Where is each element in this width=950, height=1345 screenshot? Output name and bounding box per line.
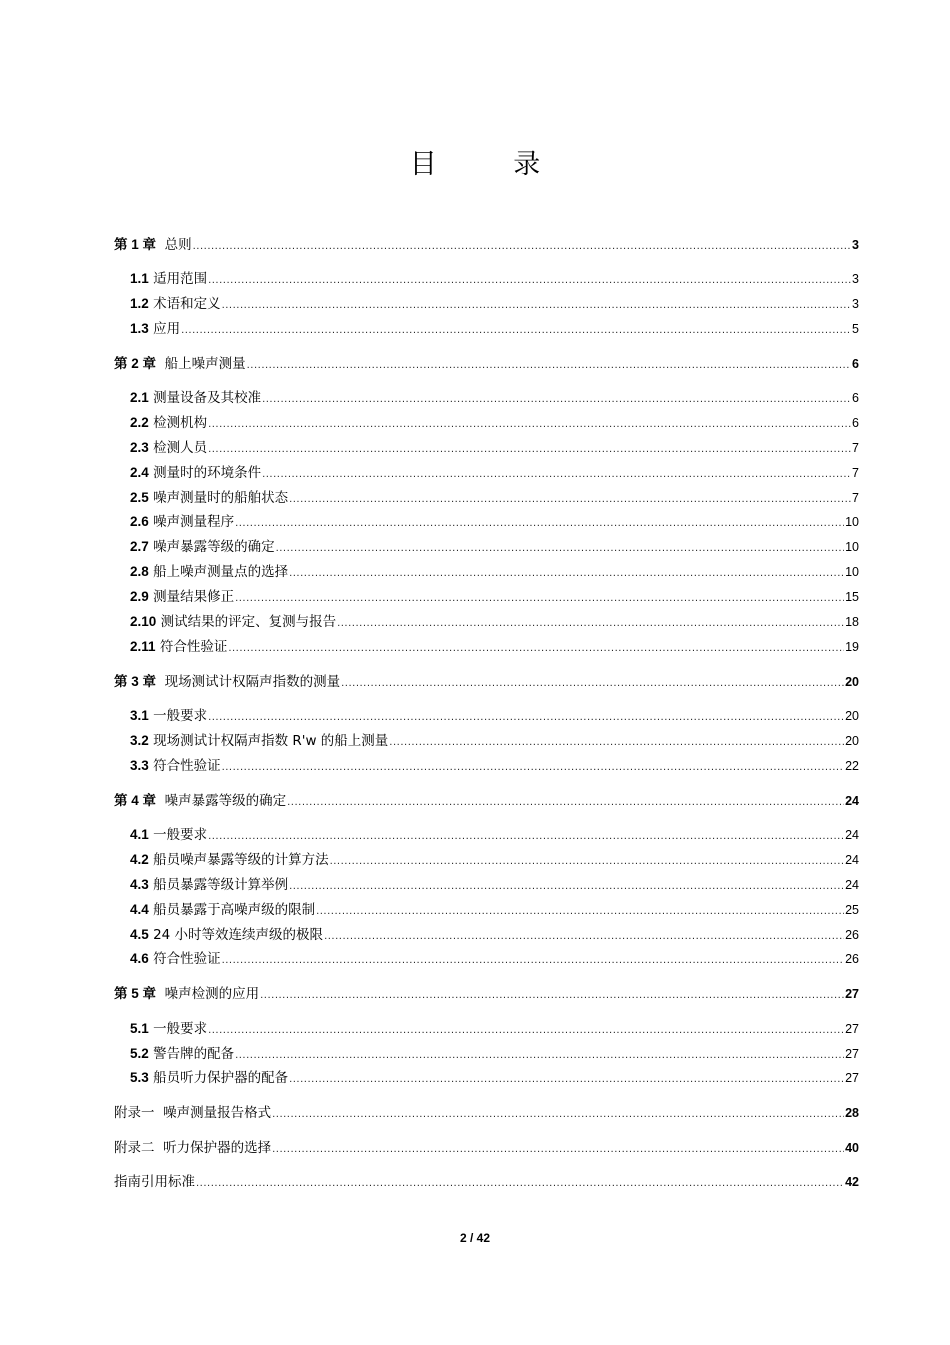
toc-entry-number: 5.2	[130, 1046, 149, 1061]
toc-entry-title: 符合性验证	[159, 639, 228, 655]
toc-section-entry[interactable]	[130, 707, 859, 727]
toc-section-entry[interactable]	[130, 489, 859, 509]
toc-entry-number: 指南引用标准	[114, 1174, 195, 1189]
toc-entry-label	[114, 1173, 195, 1191]
toc-leader-dots	[222, 297, 851, 315]
toc-chapter-entry[interactable]	[114, 1173, 859, 1193]
toc-page-number: 6	[852, 391, 859, 405]
toc-chapter-entry[interactable]	[114, 1104, 859, 1124]
toc-entry-title: 警告牌的配备	[153, 1046, 235, 1062]
toc-page-number: 5	[852, 322, 859, 336]
toc-entry-label	[114, 792, 286, 810]
toc-page-number: 7	[852, 466, 859, 480]
toc-leader-dots	[228, 640, 844, 658]
toc-page-number: 3	[852, 272, 859, 286]
toc-entry-label	[130, 901, 315, 919]
toc-page-number: 20	[845, 675, 859, 689]
toc-entry-label	[130, 439, 207, 457]
toc-leader-dots	[341, 675, 844, 693]
toc-leader-dots	[260, 987, 844, 1005]
toc-entry-title: 噪声测量程序	[153, 514, 235, 530]
toc-entry-label	[114, 355, 246, 373]
toc-section-entry[interactable]	[130, 464, 859, 484]
toc-entry-label	[114, 236, 192, 254]
toc-leader-dots	[193, 238, 851, 256]
toc-entry-title: 测量设备及其校准	[153, 390, 262, 406]
toc-entry-label	[130, 826, 207, 844]
toc-entry-number: 3.3	[130, 758, 149, 773]
toc-page-number: 24	[845, 878, 859, 892]
toc-entry-title: 测量时的环境条件	[153, 465, 262, 481]
toc-entry-title: 测试结果的评定、复测与报告	[160, 614, 337, 630]
toc-entry-number: 4.1	[130, 827, 149, 842]
toc-entry-title: 一般要求	[153, 1021, 208, 1037]
toc-page-number: 27	[845, 1022, 859, 1036]
toc-entry-number: 附录二	[114, 1140, 155, 1155]
toc-entry-title: 噪声暴露等级的确定	[164, 793, 287, 809]
toc-page-number: 15	[845, 590, 859, 604]
toc-entry-title: 噪声测量报告格式	[163, 1105, 272, 1121]
toc-chapter-entry[interactable]	[114, 792, 859, 812]
toc-entry-title: 总则	[164, 237, 192, 253]
toc-section-entry[interactable]	[130, 538, 859, 558]
toc-entry-label	[130, 295, 221, 313]
toc-entry-number: 2.6	[130, 514, 149, 529]
toc-entry-label	[114, 1139, 271, 1157]
toc-entry-title: 船上噪声测量点的选择	[153, 564, 289, 580]
toc-page-number: 6	[852, 416, 859, 430]
toc-page-number: 27	[845, 987, 859, 1001]
toc-entry-title: 适用范围	[153, 271, 208, 287]
toc-page-number: 18	[845, 615, 859, 629]
toc-entry-title: 船上噪声测量	[164, 356, 246, 372]
toc-page-number: 6	[852, 357, 859, 371]
toc-entry-title: 一般要求	[153, 827, 208, 843]
toc-entry-number: 2.7	[130, 539, 149, 554]
toc-leader-dots	[235, 515, 844, 533]
toc-entry-title: 术语和定义	[153, 296, 221, 312]
toc-entry-number: 5.3	[130, 1070, 149, 1085]
toc-leader-dots	[181, 322, 851, 340]
toc-section-entry[interactable]	[130, 439, 859, 459]
toc-entry-label	[130, 588, 234, 606]
toc-leader-dots	[289, 1071, 844, 1089]
toc-page-number: 24	[845, 853, 859, 867]
toc-chapter-entry[interactable]	[114, 985, 859, 1005]
toc-section-entry[interactable]	[130, 270, 859, 290]
toc-leader-dots	[287, 794, 844, 812]
toc-leader-dots	[337, 615, 844, 633]
toc-entry-label	[130, 926, 323, 944]
toc-chapter-entry[interactable]	[114, 236, 859, 256]
toc-entry-label	[130, 732, 388, 750]
toc-entry-number: 2.2	[130, 415, 149, 430]
toc-entry-label	[130, 1045, 234, 1063]
toc-entry-number: 2.11	[130, 639, 156, 654]
toc-leader-dots	[208, 1022, 844, 1040]
toc-entry-label	[130, 563, 288, 581]
toc-entry-title: 船员暴露等级计算举例	[153, 877, 289, 893]
toc-entry-number: 3.1	[130, 708, 149, 723]
toc-page-number: 40	[845, 1141, 859, 1155]
toc-leader-dots	[222, 759, 845, 777]
toc-entry-number: 第 2 章	[114, 356, 157, 371]
toc-entry-number: 附录一	[114, 1105, 155, 1120]
toc-page-number: 20	[845, 734, 859, 748]
toc-entry-title: 符合性验证	[153, 951, 221, 967]
toc-entry-label	[130, 464, 261, 482]
toc-leader-dots	[235, 590, 844, 608]
toc-entry-number: 2.9	[130, 589, 149, 604]
toc-entry-number: 第 1 章	[114, 237, 157, 252]
toc-entry-number: 4.3	[130, 877, 149, 892]
toc-entry-title: 噪声测量时的船舶状态	[153, 490, 289, 506]
toc-entry-number: 第 4 章	[114, 793, 157, 808]
toc-leader-dots	[208, 441, 851, 459]
toc-leader-dots	[208, 709, 844, 727]
toc-page-number: 27	[845, 1047, 859, 1061]
toc-page-number: 10	[845, 565, 859, 579]
toc-entry-title: 应用	[153, 321, 181, 337]
toc-entry-label	[130, 489, 288, 507]
toc-entry-number: 2.8	[130, 564, 149, 579]
toc-leader-dots	[208, 272, 851, 290]
toc-leader-dots	[289, 565, 844, 583]
toc-entry-label	[130, 613, 336, 631]
toc-page-number: 3	[852, 238, 859, 252]
toc-entry-title: 噪声检测的应用	[164, 986, 260, 1002]
toc-entry-title: 船员暴露于高噪声级的限制	[153, 902, 316, 918]
toc-entry-title: 听力保护器的选择	[163, 1140, 272, 1156]
toc-page-number: 7	[852, 491, 859, 505]
toc-leader-dots	[208, 828, 844, 846]
toc-entry-title: 船员听力保护器的配备	[153, 1070, 289, 1086]
toc-page-number: 24	[845, 828, 859, 842]
toc-entry-label	[114, 1104, 271, 1122]
toc-leader-dots	[276, 540, 845, 558]
toc-page-number: 42	[845, 1175, 859, 1189]
toc-leader-dots	[235, 1047, 844, 1065]
toc-entry-label	[130, 1069, 288, 1087]
toc-entry-label	[130, 707, 207, 725]
toc-section-entry[interactable]	[130, 1069, 859, 1089]
toc-entry-number: 2.5	[130, 490, 149, 505]
toc-section-entry[interactable]	[130, 295, 859, 315]
toc-entry-title: 符合性验证	[153, 758, 221, 774]
toc-page-number: 28	[845, 1106, 859, 1120]
toc-leader-dots	[389, 734, 844, 752]
toc-page-number: 10	[845, 515, 859, 529]
toc-section-entry[interactable]	[130, 638, 859, 658]
toc-section-entry[interactable]	[130, 320, 859, 340]
toc-entry-label	[130, 757, 221, 775]
toc-entry-label	[130, 638, 227, 656]
toc-entry-number: 2.4	[130, 465, 149, 480]
toc-leader-dots	[316, 903, 844, 921]
toc-entry-label	[130, 851, 329, 869]
toc-entry-number: 2.3	[130, 440, 149, 455]
toc-entry-number: 2.10	[130, 614, 157, 629]
toc-leader-dots	[196, 1175, 844, 1193]
toc-entry-label	[130, 1020, 207, 1038]
page-number: 2 / 42	[459, 1231, 491, 1245]
toc-section-entry[interactable]	[130, 926, 859, 946]
toc-entry-title: 检测人员	[153, 440, 208, 456]
toc-section-entry[interactable]	[130, 1045, 859, 1065]
toc-entry-title: 一般要求	[153, 708, 208, 724]
toc-page-number: 7	[852, 441, 859, 455]
toc-entry-title: 船员噪声暴露等级的计算方法	[153, 852, 329, 868]
toc-entry-number: 第 3 章	[114, 674, 157, 689]
toc-leader-dots	[262, 391, 851, 409]
toc-leader-dots	[222, 952, 845, 970]
toc-leader-dots	[272, 1106, 844, 1124]
toc-section-entry[interactable]	[130, 901, 859, 921]
toc-entry-label	[130, 389, 261, 407]
toc-leader-dots	[289, 878, 844, 896]
toc-entry-title: 检测机构	[153, 415, 208, 431]
toc-page-number: 10	[845, 540, 859, 554]
toc-entry-title: 现场测试计权隔声指数的测量	[164, 674, 341, 690]
toc-chapter-entry[interactable]	[114, 673, 859, 693]
toc-section-entry[interactable]	[130, 876, 859, 896]
toc-entry-number: 4.4	[130, 902, 149, 917]
toc-entry-number: 4.5	[130, 927, 149, 942]
toc-entry-label	[130, 538, 275, 556]
toc-leader-dots	[262, 466, 851, 484]
toc-page-number: 20	[845, 709, 859, 723]
toc-entry-number: 1.2	[130, 296, 149, 311]
toc-leader-dots	[208, 416, 851, 434]
toc-section-entry[interactable]	[130, 1020, 859, 1040]
toc-entry-number: 1.3	[130, 321, 149, 336]
toc-page-number: 25	[845, 903, 859, 917]
toc-section-entry[interactable]	[130, 513, 859, 533]
toc-entry-label	[114, 985, 259, 1003]
toc-entry-label	[130, 876, 288, 894]
toc-section-entry[interactable]	[130, 414, 859, 434]
toc-leader-dots	[330, 853, 845, 871]
toc-page-number: 26	[845, 928, 859, 942]
toc-entry-title: 现场测试计权隔声指数 R'w 的船上测量	[153, 733, 389, 749]
toc-section-entry[interactable]	[130, 613, 859, 633]
toc-page-number: 24	[845, 794, 859, 808]
toc-page-number: 19	[845, 640, 859, 654]
toc-entry-number: 3.2	[130, 733, 149, 748]
toc-section-entry[interactable]	[130, 826, 859, 846]
toc-leader-dots	[324, 928, 844, 946]
toc-entry-label	[130, 414, 207, 432]
toc-entry-title: 测量结果修正	[153, 589, 235, 605]
toc-leader-dots	[289, 491, 851, 509]
toc-entry-title: 24 小时等效连续声级的极限	[153, 927, 324, 943]
toc-leader-dots	[247, 357, 851, 375]
toc-page-number: 26	[845, 952, 859, 966]
toc-entry-number: 4.2	[130, 852, 149, 867]
toc-entry-number: 4.6	[130, 951, 149, 966]
page-title: 目 录	[409, 149, 575, 180]
toc-entry-title: 噪声暴露等级的确定	[153, 539, 275, 555]
toc-entry-number: 5.1	[130, 1021, 149, 1036]
toc-section-entry[interactable]	[130, 851, 859, 871]
toc-page-number: 3	[852, 297, 859, 311]
toc-entry-label	[130, 950, 221, 968]
toc-entry-number: 2.1	[130, 390, 149, 405]
toc-leader-dots	[272, 1141, 844, 1159]
toc-entry-number: 第 5 章	[114, 986, 157, 1001]
toc-entry-label	[130, 270, 207, 288]
toc-section-entry[interactable]	[130, 389, 859, 409]
toc-page-number: 22	[845, 759, 859, 773]
toc-section-entry[interactable]	[130, 950, 859, 970]
toc-chapter-entry[interactable]	[114, 355, 859, 375]
toc-section-entry[interactable]	[130, 732, 859, 752]
toc-entry-number: 1.1	[130, 271, 149, 286]
toc-section-entry[interactable]	[130, 757, 859, 777]
toc-entry-label	[130, 513, 234, 531]
toc-page-number: 27	[845, 1071, 859, 1085]
toc-entry-label	[130, 320, 180, 338]
toc-chapter-entry[interactable]	[114, 1139, 859, 1159]
toc-entry-label	[114, 673, 340, 691]
toc-section-entry[interactable]	[130, 588, 859, 608]
toc-section-entry[interactable]	[130, 563, 859, 583]
